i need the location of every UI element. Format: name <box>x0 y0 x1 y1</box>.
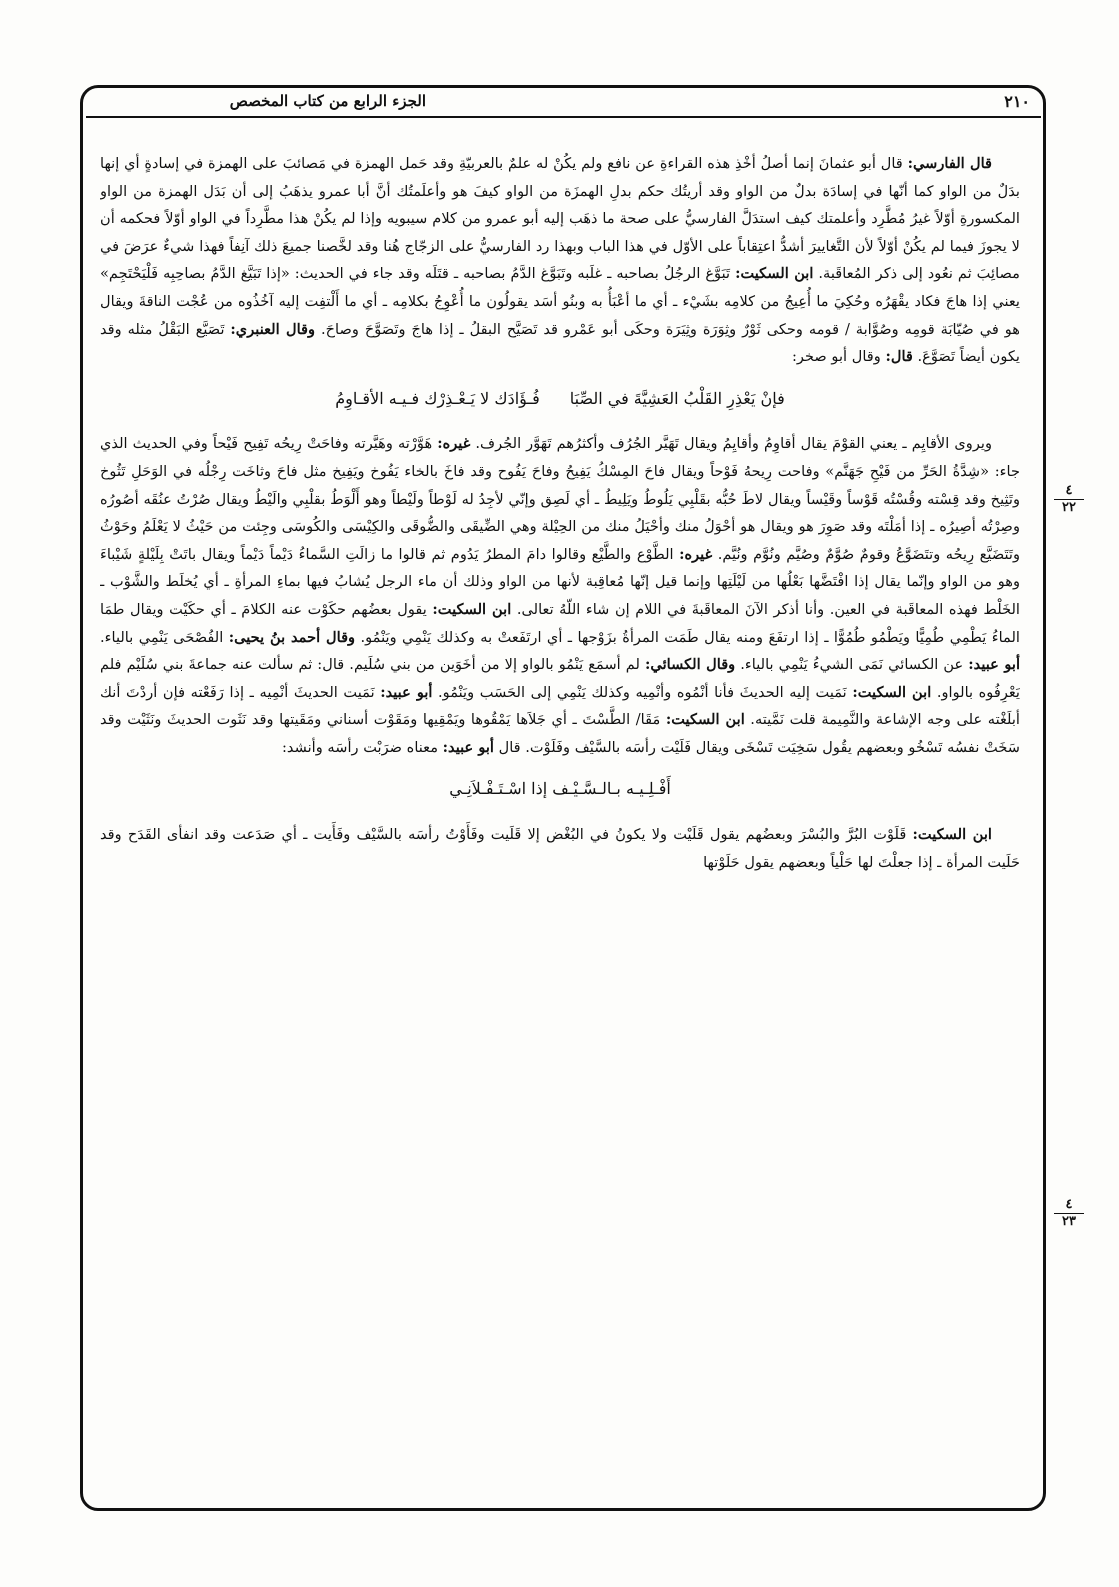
poetry-verse <box>100 385 1020 413</box>
paragraph-text: عن الكسائي نَمَى الشيءُ يَنْمِي بالياء. <box>735 656 969 674</box>
speaker-name: أبو عبيد: <box>380 683 433 701</box>
speaker-name: وقال العنبري: <box>230 320 316 338</box>
poetry-verse <box>100 775 1020 803</box>
speaker-name: ابن السكيت: <box>912 826 992 844</box>
speaker-name: وقال الكسائي: <box>645 656 736 674</box>
paragraph <box>100 821 1020 876</box>
margin-marker <box>1054 484 1084 515</box>
paragraph-text: تَصَيَّع البَقْلُ مثله وقد يكون أيضاً تَصَوَّعَ. <box>100 320 1020 366</box>
speaker-name: ابن السكيت: <box>665 711 745 729</box>
paragraph-text: وقال أبو صخر: <box>792 348 886 366</box>
speaker-name: ابن السكيت: <box>735 265 814 283</box>
speaker-name: أبو عبيد: <box>968 656 1020 674</box>
verse-line: أَفْـلِـيـه بـالـسَّـيْـف إذا اسْـتَـفْـلاَنِـي <box>449 779 671 799</box>
speaker-name: ابن السكيت: <box>852 683 932 701</box>
speaker-name: غيره: <box>679 545 713 563</box>
margin-marker-top: ٤ <box>1054 484 1084 500</box>
paragraph-text: قَلَوْت البُرَّ والبُسْرَ وبعضُهم يقول قَلَيْت ولا يكونُ في البُغْض إلا قَلَيت وفَأَوْتُ رأسَه بالسَّيْف وفَأَيت ـ أي صَدَعت وقد انفأى القَدَح وقد حَلَيت المرأة ـ إذا جعلْتَ لها حَلْياً وبعضهم يقول حَلَوْتها <box>100 826 1020 871</box>
page-number: ٢١٠ <box>1004 92 1030 111</box>
paragraph-text: نَمَيت الحديثَ أنْمِيه ـ إذا رَفَعْته فإن أردْتَ أنك أبلَغْته على وجه الإشاعة والنَّمِيمة قلت نَمَّيته. <box>100 683 1020 729</box>
speaker-name: قال: <box>885 348 913 366</box>
paragraph-text: معناه ضرَبْت رأسَه وأنشد: <box>282 738 443 756</box>
header-divider <box>86 116 1041 118</box>
main-text <box>100 150 1020 1480</box>
paragraph <box>100 430 1020 761</box>
speaker-name: ابن السكيت: <box>432 600 512 618</box>
speaker-name: غيره: <box>437 435 471 453</box>
margin-marker-bottom: ٢٣ <box>1062 1214 1076 1229</box>
speaker-name: قال الفارسي: <box>907 155 993 172</box>
speaker-name: أبو عبيد: <box>442 738 494 756</box>
paragraph-text: لم أسمَع يَنْمُو بالواو إلا من أخَوَين من بني سُلَيم. قال: ثم سألت عنه جماعةَ بني سُلَيْم فلم يَعْرِفُوه بالواو. <box>100 656 1020 701</box>
paragraph-text: تَبَوَّغ الرجُلُ بصاحبه ـ غلَبه وتَبَوَّغ الدَّمُ بصاحبه ـ قتَلَه وقد جاء في الحديث: «إذا تَبَيَّغ الدَّمُ بصاحِبِه فَلْيَحْتَجِم» يعني إذا هاجَ فكاد يقْهَرُه وحُكِيَ ما أُعِيجُ من كلامِه بشَيْء ـ أي ما أعْبَأُ به وبنُو أسَد يقولُون ما أُعْوِجُ بكلامِه ـ أي ما أَلْتفِت إليه آخُذُوه من عُجْت الناقةَ ويقال هو في صُيّابَة قومِه وصُوَّابة / قومه وحكى ثَوْرٌ وثِوَرَة وثِيَرَة وحكَى أبو عَمْرو قد تَصَيَّح البقلُ ـ إذا هاجَ وتَصَوَّحَ وصاحَ. <box>100 265 1020 338</box>
paragraph-text: يقول بعضُهم حكَوْت عنه الكلامَ ـ أي حكَيْت ويقال طمَا الماءُ يَطْمِي طُمِيًّا ويَطْمُو طُمُوًّا ـ إذا ارتفَعَ ومنه يقال طَمَت المرأةُ بزَوْجها ـ أي ارتَفَعتْ به وكذلك يَنْمِي ويَنْمُو. <box>100 600 1020 646</box>
verse-hemistich: فإنْ يَعْذِرِ القَلْبُ العَشِيَّةَ في الصِّبَا <box>569 388 785 408</box>
margin-marker-top: ٤ <box>1054 1198 1084 1214</box>
paragraph-text: هَوَّرْته وهَيَّرته وفاحَتْ رِيحُه تَفِيح فَيْحاً وفي الحديث الذي جاء: «شِدَّةُ الحَرِّ من فَيْحِ جَهَنَّم» وفاحت رِيحهُ فَوْحاً ويقال فاحَ المِسْكُ يَفِيحُ وفاحَ يَفُوح وقد فاخَ بالخاء يَفُوخ ويَفِيخ مثل فاحَ وثاخَت رِجْلُه في الوَحَلِ تَثُوخ وتَثِيخ وقد قِسْته وقُسْتُه قَوْساً وقَيْساً ويقال لاطَ حُبُّه بقَلْبِي يَلُوطُ ويَلِيطُ ـ أي لَصِق وإنّي لأجِدُ له لَوْطاً ولَيْطاً وهو أَلْوَطُ بقلْبِي والَيْطُ ويقال صُرْتُ عنُقَه أصُورُه وصِرْتُه أصِيرُه ـ إذا أمَلْتَه وقد صَوِرَ هو ويقال هو أحْوَلُ منك وأحْيَلُ منك من الحِيْلة وهي الضِّيقَى والضُّوقَى والكِيْسَى والكُوسَى وجِئت من حَيْثُ لا يَعْلَمُ وحَوْثُ وتَتَضَيَّع رِيحُه وتتَضَوَّعُ وقومٌ صُوَّمٌ وصُيَّم ونُوَّم ونُيَّم. <box>100 435 1020 563</box>
paragraph-text: مَقَا/ الطَّسْتَ ـ أي جَلاَها يَمْقُوها ويَمْقِيها ومَقَوْت أسناني ومَقَيتها وقد نَثَوت الحديثَ ونَثَيْت وقد سَخَتْ نفسُه تَسْخُو وبعضهم يقُول سَخِيَت تَسْخَى ويقال فَلَيْت رأسَه بالسَّيْف وفَلَوْت. قال <box>100 711 1020 756</box>
paragraph-text: قال أبو عثمانَ إنما أصلُ أخْذِ هذه القراءةِ عن نافع ولم يكُنْ له علمٌ بالعربيّةِ وقد حَمل الهمزة في مَصائبَ على الهمزة في إسادةٍ أي إنها بدَلٌ من الواو كما أنّها في إسادَة بدلٌ من الواو وقد أريتُك حكم بدلِ الهمزَة من الواو كيفَ هو وأعلَمتُك أنَّ أبا عمرو يذهَبُ إلى أن بَدَل الهمزة من الواو المكسورةِ أوّلاً غيرُ مُطَّرِد وأعلمتك كيف استدَلَّ الفارسيُّ على صحة ما ذهَب إليه أبو عمرو من كلام سيبويه وإذا لم يكُنْ هذا مطَّرِداً في الواو أوّلاً فحكمه أن لا يجوزَ فيما لم يكُنْ أوّلاً لأن التَّغاييرَ أشدُّ اعتِقاباً على الأوّل في هذا الباب وبهذا رد الفارسيُّ على الزجّاج هُنا وقد لخَّصنا جميعَ ذلك آنِفاً فهذا شيءٌ عرَضَ في مصائِبَ ثم نعُود إلى ذكر المُعاقَبة. <box>100 155 1020 283</box>
paragraph-text: الطَّوْع والطَّيْع وقالوا دامَ المطرُ يَدُوم ثم قالوا ما زالَتِ السَّماءُ دَيْماً دَيْماً ويقال باتَتْ بِلَيْلةٍ شَيْباءَ وهو من الواو وإنّما يقال إذا افْتَضَّها بَعْلُها من لَيْلَتِها وإنما قيل إنّها مُعاقِبة لأنها من الواو وذلك أن ماء الرجل يُشابُ فيها بماءِ المرأةِ ـ أي يُخلَط والشَّوْب ـ الخَلْط فهذه المعاقَبة في العين. وأنا أذكر الآنَ المعاقَبةَ في اللام إن شاء اللّهُ تعالى. <box>100 545 1020 618</box>
running-header-title: الجزء الرابع من كتاب المخصص <box>229 92 426 110</box>
verse-hemistich: فُـؤَادَك لا يَـعْـذِرْك فـيـه الأقـاوِمُ <box>335 388 540 408</box>
paragraph-text: نَمَيت إليه الحديثَ فأنا أنْمُوه وأنْمِيه وكذلك يَنْمِي إلى الحَسَب ويَنْمُو. <box>432 683 853 701</box>
speaker-name: وقال أحمد بنُ يحيى: <box>228 628 356 646</box>
margin-marker <box>1054 1198 1084 1229</box>
paragraph-text: الفُصْحَى يَنْمِي بالياء. <box>100 628 229 646</box>
margin-marker-bottom: ٢٢ <box>1062 500 1076 515</box>
paragraph <box>100 150 1020 371</box>
paragraph-text: ويروى الأقايِم ـ يعني القوْمَ يقال أقاوِمُ وأقايِمُ ويقال تَهَيَّر الجُرُف وأكثرُهم تَهَوَّر الجُرف. <box>470 435 992 453</box>
